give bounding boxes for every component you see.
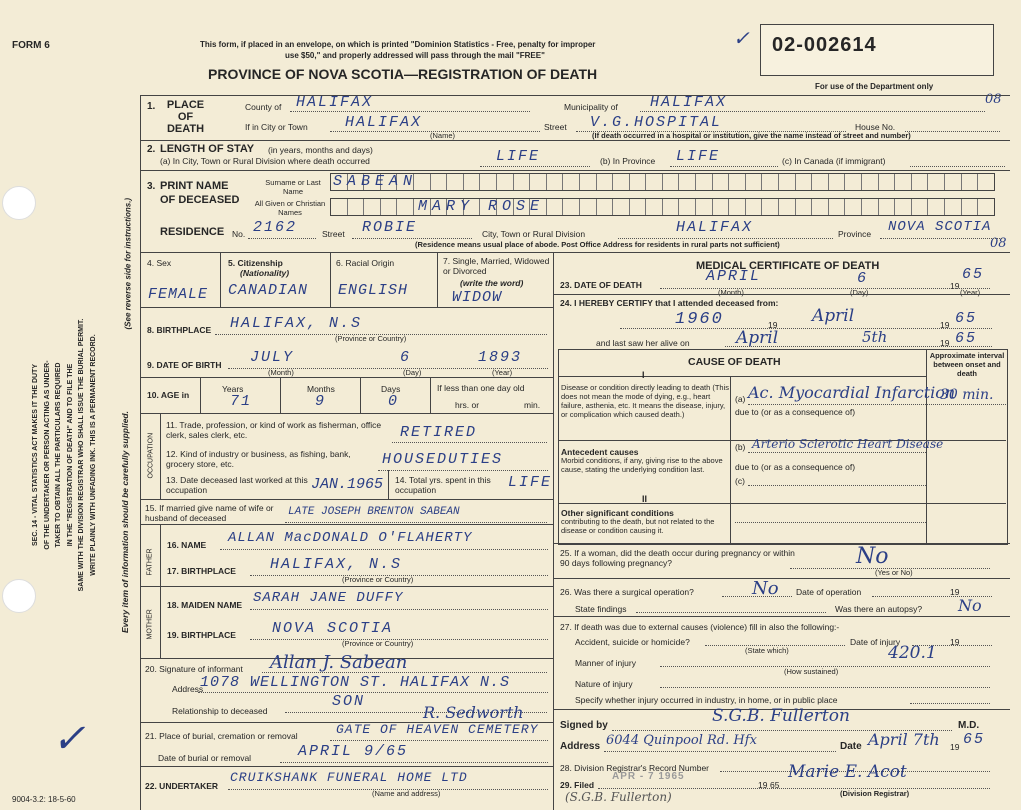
attended-19b: 19 [940,320,950,330]
surname-label: Surname or Last Name [265,178,321,196]
residence-no: 2162 [253,219,298,236]
dob-year: 1893 [478,349,523,366]
antecedent-label: Antecedent causes [561,447,639,457]
dob-cap-month: (Month) [268,368,294,377]
attended-to-year: 65 [955,310,978,327]
stay-a-label: (a) In City, Town or Rural Division where death occurred [160,156,370,166]
citizenship-value: CANADIAN [228,282,309,299]
sex-label: 4. Sex [147,258,172,268]
q26-label: 26. Was there a surgical operation? [560,587,694,597]
filed-19: 19 [758,780,768,790]
age-months: 9 [315,393,327,410]
residence-label: RESIDENCE [160,226,225,238]
marital-value: WIDOW [452,289,503,306]
q11-value: RETIRED [400,424,478,441]
registration-number: 02-002614 [772,34,877,56]
dept-use-note: For use of the Department only [815,82,934,91]
age-hrs: hrs. or [455,400,480,410]
q26-value: No [752,578,779,599]
roman-1: I [642,370,645,380]
marital-label: 7. Single, Married, Widowed or Divorced [443,256,550,276]
death-month: APRIL [706,268,762,285]
last-saw-19: 19 [940,338,950,348]
q29-label: 29. Filed [560,780,595,790]
dob-cap-day: (Day) [403,368,422,377]
left-statute-text: SEC. 14 - VITAL STATISTICS ACT MAKES IT THE DUTY OF THE UNDERTAKER OR PERSON ACTING AS UNDER- TAKER TO OBTAIN ALL THE PARTICULARS REQUIRED IN THE "REGISTRATION OF DEATH" AND TO FILE THE SAME WITH THE DIVISION REGISTRAR WHO SHALL ISSUE THE BURIAL PERMIT. WRITE PLAINLY WITH UNFADING INK. THIS IS A PERMANENT RECORD. [32,318,97,592]
street-value: V.G.HOSPITAL [590,114,723,131]
doctor-address-label: Address [560,741,601,752]
disease-label: Disease or condition directly leading to death (This does not mean the mode of dying, e.g., heart failure, asthenia, etc. It means the disease, injury, or complication which caused death.) [561,383,730,419]
q24-label: 24. I HEREBY CERTIFY that I attended deceased from: [560,298,779,308]
filed-stamp: APR - 7 1965 [612,771,685,782]
approx-interval-label: Approximate interval between onset and death [929,351,1005,378]
cert-date: April 7th [868,730,940,749]
surname-boxes [330,173,995,191]
birthplace-label: 8. BIRTHPLACE [147,325,212,335]
undertaker-value: CRUIKSHANK FUNERAL HOME LTD [230,770,468,785]
occupation-side: OCCUPATION [147,432,155,479]
sex-value: FEMALE [148,286,209,303]
house-label: House No. [855,122,896,132]
racial-value: ENGLISH [338,282,409,299]
father-bp-caption: (Province or Country) [342,575,414,584]
death-year-prefix: 19 [950,281,960,291]
undertaker-caption: (Name and address) [372,789,441,798]
surname-value: SABEAN [333,173,418,190]
residence-division-label: City, Town or Rural Division [482,229,586,239]
form-title: PROVINCE OF NOVA SCOTIA—REGISTRATION OF DEATH [208,66,598,82]
date-op-19: 19 [950,587,960,597]
father-bp: HALIFAX, N.S [270,556,403,573]
informant-signature: Allan J. Sabean [270,652,408,673]
md-label: M.D. [958,720,980,731]
undertaker-signature: R. Sedworth [423,703,524,722]
death-day: 6 [857,270,869,287]
stay-c-label: (c) In Canada (if immigrant) [782,156,886,166]
residence-note: (Residence means usual place of abode. Post Office Address for residents in rural parts not sufficient) [415,240,780,249]
birthplace-value: HALIFAX, N.S [230,315,363,332]
mother-side: MOTHER [146,609,154,640]
stay-b-value: LIFE [676,148,721,165]
date-op-label: Date of operation [796,587,862,597]
age-months-label: Months [307,384,335,394]
residence-street: ROBIE [362,219,418,236]
informant-address: 1078 WELLINGTON ST. HALIFAX N.S [200,674,511,691]
cert-date-label: Date [840,741,862,752]
informant-address-label: Address [172,684,204,694]
stay-a-value: LIFE [496,148,541,165]
mother-bp-caption: (Province or Country) [342,639,414,648]
age-label: 10. AGE in [147,390,190,400]
date-injury-19: 19 [950,637,960,647]
footer-sig-note: (S.G.B. Fullerton) [565,790,672,804]
other-sub: contributing to the death, but not related to the disease or condition causing it. [561,517,715,535]
county-value: HALIFAX [296,94,374,111]
margin-note-2: 08 [990,236,1007,251]
cause-b-value: Arterio Sclerotic Heart Disease [752,437,944,451]
autopsy-value: No [958,596,982,615]
medical-title: MEDICAL CERTIFICATE OF DEATH [696,260,880,272]
antecedent-sub: Morbid conditions, if any, giving rise to the above cause, stating the underlying condition last. [561,456,723,474]
undertaker-label: 22. UNDERTAKER [145,781,219,791]
relationship-value: SON [332,693,366,710]
residence-no-label: No. [232,229,246,239]
how-sustained: (How sustained) [784,667,839,676]
residence-province-label: Province [838,229,872,239]
signed-value: S.G.B. Fullerton [712,706,850,726]
q25-value: No [856,544,889,569]
cause-b-marker: (b) [735,442,746,452]
registrar-caption: (Division Registrar) [840,789,910,798]
manner-label: Manner of injury [575,658,636,668]
footer-code: 9004-3.2: 18-5-60 [12,795,76,804]
form-number: FORM 6 [12,40,50,51]
city-label: If in City or Town [245,122,308,132]
dob-label: 9. DATE OF BIRTH [147,360,222,370]
doctor-address: 6044 Quinpool Rd. Hfx [606,733,757,748]
dob-cap-year: (Year) [492,368,513,377]
due-to-2: due to (or as a consequence of) [735,462,856,472]
q27-label: 27. If death was due to external causes (violence) fill in also the following:- [560,622,840,632]
marital-sub: (write the word) [460,278,524,288]
specify-label: Specify whether injury occurred in industry, in home, or in public place [575,695,838,705]
dob-day: 6 [400,349,412,366]
hospital-note: (If death occurred in a hospital or institution, give the name instead of street and number) [592,131,911,140]
residence-street-label: Street [322,229,345,239]
mother-name-label: 18. MAIDEN NAME [167,600,243,610]
racial-label: 6. Racial Origin [336,258,395,268]
rule-1 [140,140,1010,141]
place-num: 1. [147,101,156,112]
name-label-1: PRINT NAME [160,180,229,192]
death-year: 65 [962,266,985,283]
burial-date: APRIL 9/65 [298,743,409,760]
q23-label: 23. DATE OF DEATH [560,280,642,290]
due-to-1: due to (or as a consequence of) [735,407,856,417]
citizenship-sub: (Nationality) [240,268,290,278]
stay-b-label: (b) In Province [600,156,656,166]
attended-19: 19 [768,320,778,330]
q28-label: 28. Division Registrar's Record Number [560,763,710,773]
residence-province: NOVA SCOTIA [888,219,992,235]
cause-title: CAUSE OF DEATH [688,356,781,368]
cause-a-interval: 30 min. [940,387,994,403]
center-divider [553,252,554,810]
cause-c-marker: (c) [735,476,745,486]
cert-date-year: 65 [963,731,986,748]
state-findings-label: State findings [575,604,627,614]
q13-label: 13. Date deceased last worked at this occupation [166,475,308,495]
stay-num: 2. [147,144,156,155]
q13-value: JAN.1965 [311,476,384,493]
father-bp-label: 17. BIRTHPLACE [167,566,236,576]
rule-2 [140,170,1010,171]
cause-a-value: Ac. Myocardial Infarction [748,383,956,402]
left-instruction-note: Every item of information should be carefully supplied. [120,411,130,633]
street-label: Street [544,122,567,132]
name-label-2: OF DECEASED [160,194,240,206]
q12-value: HOUSEDUTIES [382,451,504,468]
age-days-label: Days [381,384,401,394]
city-value: HALIFAX [345,114,423,131]
last-saw-label: and last saw her alive on [596,338,690,348]
spouse-value: LATE JOSEPH BRENTON SABEAN [288,506,460,518]
birthplace-caption: (Province or Country) [335,334,407,343]
q14-value: LIFE [508,474,553,491]
relationship-label: Relationship to deceased [172,706,268,716]
death-cap-year: (Year) [960,288,981,297]
stay-label: LENGTH OF STAY [160,143,255,155]
signed-label: Signed by [560,720,608,731]
date-injury-label: Date of injury [850,637,901,647]
header-note-2: use $50," and properly addressed will pass through the mail "FREE" [285,51,545,60]
last-saw-day: 5th [862,328,888,346]
rule-3 [140,252,1010,253]
informant-label: 20. Signature of informant [145,664,243,674]
municipality-value: HALIFAX [650,94,728,111]
death-cap-day: (Day) [850,288,869,297]
check-mark: ✓ [733,26,750,50]
frame-left [140,95,141,810]
q12-label: 12. Kind of industry or business, as fishing, bank, grocery store, etc. [166,449,351,469]
burial-label: 21. Place of burial, cremation or removal [145,731,298,741]
stay-label-2: (in years, months and days) [268,145,373,155]
given-name-value: MARY ROSE [418,198,545,215]
death-cap-month: (Month) [718,288,744,297]
age-less-label: If less than one day old [437,383,525,393]
margin-note-1: 08 [985,92,1002,107]
state-which: (State which) [745,646,789,655]
nature-label: Nature of injury [575,679,633,689]
age-years: 71 [230,393,253,410]
father-side: FATHER [146,548,154,576]
age-days: 0 [388,393,400,410]
cause-a-marker: (a) [735,394,746,404]
q14-label: 14. Total yrs. spent in this occupation [395,475,491,495]
q11-label: 11. Trade, profession, or kind of work as fisherman, office clerk, sales clerk, etc. [166,420,382,440]
cert-date-19: 19 [950,742,960,752]
attended-from: 1960 [675,310,724,329]
margin-check: ✓ [52,716,86,762]
age-min: min. [524,400,541,410]
father-name: ALLAN MacDONALD O'FLAHERTY [228,530,473,546]
citizenship-label: 5. Citizenship [228,258,283,268]
filed-year: 65 [770,780,780,790]
city-caption: (Name) [430,131,456,140]
father-name-label: 16. NAME [167,540,207,550]
last-saw-year: 65 [955,330,978,347]
county-label: County of [245,102,282,112]
municipality-label: Municipality of [564,102,618,112]
burial-date-label: Date of burial or removal [158,753,252,763]
spouse-label: 15. If married give name of wife or husband of deceased [145,503,274,523]
icd-code: 420.1 [888,643,937,663]
age-years-label: Years [222,384,244,394]
q25-yes-no: (Yes or No) [875,568,913,577]
frame-top [140,95,1010,96]
burial-place: GATE OF HEAVEN CEMETERY [336,722,539,737]
mother-name: SARAH JANE DUFFY [253,590,404,606]
reverse-side-note: (See reverse side for instructions.) [123,197,133,330]
last-saw-month: April [736,328,779,348]
name-num: 3. [147,181,156,192]
given-label: All Given or Christian Names [254,199,326,217]
mother-bp: NOVA SCOTIA [272,620,394,637]
roman-2: II [642,494,648,504]
header-note-1: This form, if placed in an envelope, on which is printed "Dominion Statistics - Free, penalty for improper [200,40,596,49]
registrar-signature: Marie E. Acot [788,762,907,782]
place-label: PLACE OF DEATH [166,99,205,135]
mother-bp-label: 19. BIRTHPLACE [167,630,236,640]
q25-label: 25. If a woman, did the death occur during pregnancy or within 90 days following pregnancy? [560,548,795,568]
residence-division: HALIFAX [676,219,754,236]
attended-to-month: April [812,306,855,326]
accident-label: Accident, suicide or homicide? [575,637,690,647]
other-label: Other significant conditions [561,508,674,518]
dob-month: JULY [250,349,295,366]
autopsy-label: Was there an autopsy? [835,604,923,614]
